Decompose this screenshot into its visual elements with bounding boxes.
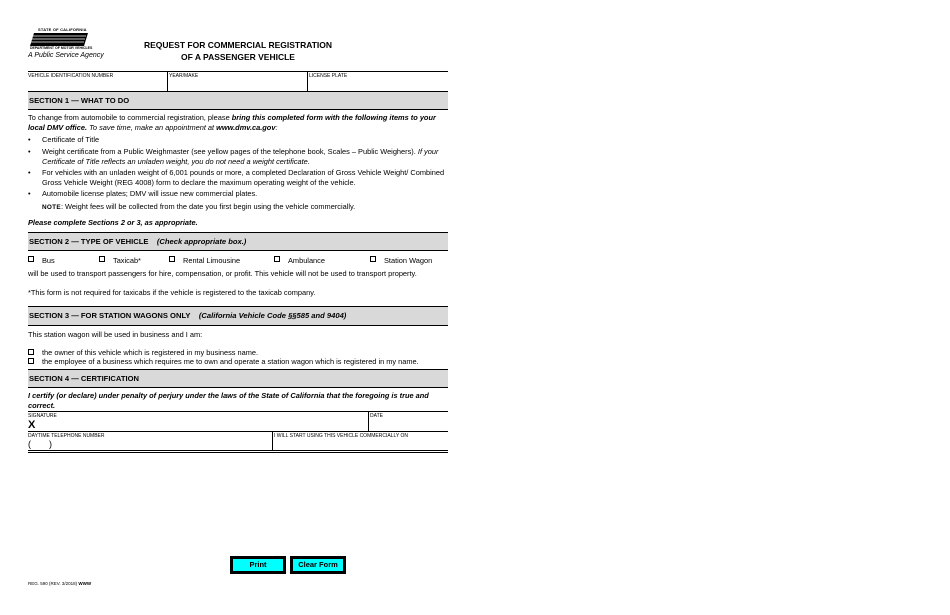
section1-heading: SECTION 1 — WHAT TO DO: [28, 91, 448, 110]
bus-label: Bus: [42, 256, 55, 265]
section1-intro: [28, 113, 448, 132]
note: [42, 202, 446, 213]
rental-limousine-checkbox[interactable]: [169, 256, 175, 262]
intro-text: To change from automobile to commercial registration, please: [28, 113, 232, 122]
section2-heading: [28, 232, 448, 251]
list-item-weight-certificate: [42, 147, 446, 166]
phone-open-paren: (: [28, 439, 31, 449]
employee-checkbox[interactable]: [28, 358, 34, 364]
bullet-icon: •: [28, 189, 31, 198]
signature-label: SIGNATURE: [28, 413, 57, 419]
divider: [272, 431, 273, 450]
divider: [28, 71, 448, 72]
state-of-california-label: STATE OF CALIFORNIA: [38, 27, 87, 32]
divider: [28, 411, 448, 412]
divider: [368, 411, 369, 431]
taxicab-label: Taxicab*: [113, 256, 141, 265]
section2-statement: will be used to transport passengers for hire, compensation, or profit. This vehicle will not be used to transport property.: [28, 269, 417, 278]
phone-label: DAYTIME TELEPHONE NUMBER: [28, 433, 105, 439]
year-make-input[interactable]: [168, 79, 306, 90]
form-title-line1: REQUEST FOR COMMERCIAL REGISTRATION: [143, 40, 333, 50]
section3-code-reference: (California Vehicle Code §§585 and 9404): [198, 311, 347, 320]
form-title-line2: OF A PASSENGER VEHICLE: [181, 52, 295, 62]
ambulance-label: Ambulance: [288, 256, 325, 265]
certification-statement: I certify (or declare) under penalty of perjury under the laws of the State of California that the foregoing is true and correct.: [28, 391, 429, 410]
section3-heading: [28, 306, 448, 326]
station-wagon-checkbox[interactable]: [370, 256, 376, 262]
form-title: [120, 39, 356, 63]
vin-input[interactable]: [28, 79, 166, 90]
section2-instruction: (Check appropriate box.): [156, 237, 247, 246]
start-date-label: I WILL START USING THIS VEHICLE COMMERCIALLY ON: [274, 433, 409, 439]
signature-x-mark: X: [28, 419, 36, 431]
dmv-department-label: DEPARTMENT OF MOTOR VEHICLES: [30, 46, 93, 50]
vin-label: VEHICLE IDENTIFICATION NUMBER: [28, 73, 114, 79]
section2-title: SECTION 2 — TYPE OF VEHICLE: [29, 237, 149, 246]
form-id: REG. 590 (REV. 3/2018): [28, 581, 79, 586]
bus-checkbox[interactable]: [28, 256, 34, 262]
owner-label: the owner of this vehicle which is registered in my business name.: [42, 348, 259, 357]
phone-close-paren: ): [49, 439, 52, 449]
section3-title: SECTION 3 — FOR STATION WAGONS ONLY: [29, 311, 191, 320]
note-text: : Weight fees will be collected from the date you first begin using the vehicle commercially.: [60, 202, 356, 211]
intro-italic-text: To save time, make an appointment at: [87, 122, 217, 132]
list-item-gross-weight: For vehicles with an unladen weight of 6,001 pounds or more, a completed Declaration of Gross Vehicle Weight/ Combined Gross Vehicle Weight (REG 4008) form to declare the maximum operating weight of the vehicle.: [42, 168, 445, 187]
year-make-label: YEAR/MAKE: [169, 73, 199, 79]
divider: [28, 452, 448, 453]
dmv-url: www.dmv.ca.gov: [216, 122, 276, 132]
owner-checkbox[interactable]: [28, 349, 34, 355]
bullet-icon: •: [28, 168, 31, 177]
taxicab-footnote: *This form is not required for taxicabs if the vehicle is registered to the taxicab company.: [28, 288, 316, 297]
note-label: NOTE: [42, 204, 61, 211]
intro-end: :: [275, 122, 278, 132]
clear-form-button[interactable]: Clear Form: [290, 556, 346, 574]
date-input[interactable]: [370, 419, 447, 430]
date-label: DATE: [370, 413, 383, 419]
bullet-icon: •: [28, 135, 31, 144]
ambulance-checkbox[interactable]: [274, 256, 280, 262]
license-plate-input[interactable]: [308, 79, 447, 90]
print-button[interactable]: Print: [230, 556, 286, 574]
weight-cert-text: Weight certificate from a Public Weighmaster (see yellow pages of the telephone book, Scales – Public Weighers).: [42, 147, 418, 156]
employee-label: the employee of a business which requires me to own and operate a station wagon which is registered in my name.: [42, 357, 419, 366]
license-plate-label: LICENSE PLATE: [309, 73, 348, 79]
form-number: [28, 581, 91, 586]
complete-sections-instruction: Please complete Sections 2 or 3, as appropriate.: [28, 218, 198, 227]
form-id-suffix: WWW: [78, 581, 92, 586]
area-code-input[interactable]: [33, 439, 48, 449]
taxicab-checkbox[interactable]: [99, 256, 105, 262]
station-wagon-label: Station Wagon: [384, 256, 433, 265]
phone-number-input[interactable]: [55, 439, 269, 449]
divider: [28, 431, 448, 432]
agency-tagline: A Public Service Agency: [28, 52, 104, 59]
signature-field[interactable]: [40, 418, 366, 430]
section3-intro: This station wagon will be used in business and I am:: [28, 330, 203, 339]
weight-cert-italic: If your Certificate of Title reflects an unladen weight, you do not need a weight certificate.: [42, 147, 439, 166]
rental-limousine-label: Rental Limousine: [183, 256, 241, 265]
intro-bold-text: bring this completed form with the following items to your local DMV office.: [28, 113, 436, 132]
list-item-license-plates: Automobile license plates; DMV will issue new commercial plates.: [42, 189, 258, 198]
list-item-certificate-title: Certificate of Title: [42, 135, 100, 144]
divider: [28, 450, 448, 451]
start-date-input[interactable]: [274, 439, 447, 449]
section4-heading: SECTION 4 — CERTIFICATION: [28, 369, 448, 388]
bullet-icon: •: [28, 147, 31, 156]
